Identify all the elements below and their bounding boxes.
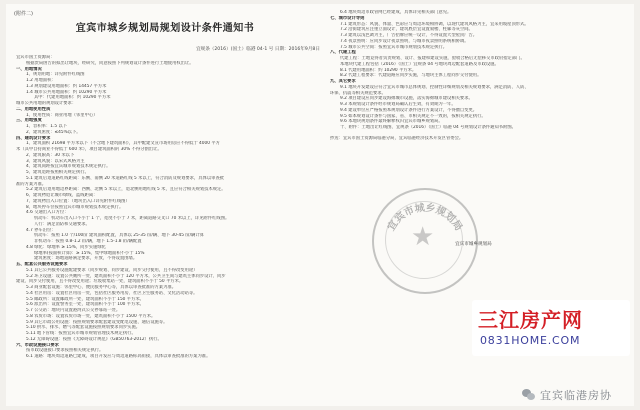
text-line: 9.3 本规划设计条件经市规划局确认后生效，有效期为一年。 xyxy=(340,102,456,107)
text-line: 7.1 建筑形态：风貌、体量、色彩应与周边环境相协调，以现代建筑风格为主，宜采用坡屋顶形式。 xyxy=(340,21,529,27)
document-number xyxy=(196,46,320,52)
section-heading: 三、用地强度 xyxy=(16,118,42,124)
text-line: 宜宾市国土资源局： xyxy=(16,55,55,60)
text-line: 2、建筑密度：≤45%以下。 xyxy=(26,129,81,135)
text-line: 5、建筑退距按照相关规定执行。 xyxy=(26,170,89,175)
text-line: 1、容积率：1.5 以下 xyxy=(26,124,68,129)
text-line: 5.4 社区用房：设置社区用房一处，包括社区服务用房、社区卫生服务站、文化活动站等。 xyxy=(26,290,198,296)
text-line: 准的方案为准。 xyxy=(16,181,47,187)
seal-star-icon: ★ xyxy=(411,222,435,252)
text-line: 非机动车：按照 0.8-1.2 ㎡/辆，地下 1.5-1.8 ㎡/辆配置 xyxy=(34,239,142,244)
text-line: 7.4 夜景照明：应同步设计夜景照明，与城市夜景照明系统相协调。 xyxy=(340,38,469,44)
text-line: 绿地率(按面积计算)：≥ 15%，集中绿地面积不小于 15% xyxy=(34,250,145,256)
text-line: 4、建筑间距按宜宾城市规划技术规定执行。 xyxy=(26,164,111,170)
text-line: 5.6 派出所：设置警务室一处，建筑面积不小于 100 平方米。 xyxy=(26,302,144,308)
text-line: 1.3 规划建设用地面积：约 14457 平方米 xyxy=(26,83,107,89)
text-line: 6.4 地块周边市政管网已经建成，具体详见相关部门意见。 xyxy=(340,10,452,15)
text-line: 8、地块停车位按照宜宾市城市规划技术规定执行。 xyxy=(26,204,124,210)
text-line: 5.12 无障碍设施：按照《无障碍设计规范》（GB50763-2012）执行。 xyxy=(26,336,162,342)
signatory: 宜宾市城乡规划局 xyxy=(455,242,492,247)
text-line: 城市公共用地的规划设计要求： xyxy=(16,101,77,106)
text-line: 7、建筑物出入口位置：（地块出入口详见附件红线图） xyxy=(26,198,130,204)
section-heading: 四、建筑设计要求 xyxy=(16,135,51,141)
text-line: 5.2 环卫设施：设置公共厕所一处，建筑面积不小于 120 平方米，公共卫生间与建筑主体同步设计、同步 xyxy=(26,273,226,279)
text-line: 米（其中自持商业不得低于 600 米），项目建筑面积的 30% 不得分割出让。 xyxy=(16,147,162,152)
text-line: 9.5 如本规划设计条件与国家、省、市相关规定不一致的，按相关规定执行。 xyxy=(340,113,486,119)
section-heading: 二、用地使用性质 xyxy=(16,106,51,112)
watermark-channel xyxy=(522,386,632,404)
text-line: 8.1 代建用地面积：约 10290 平方米。 xyxy=(340,67,417,73)
text-line: 9.4 建设单位应严格按照本规划设计条件进行方案设计，不得擅自变更。 xyxy=(340,107,478,113)
text-line: 4.6 交通出入口方位： xyxy=(26,210,69,216)
document-number-code: 宜规条（2016）(国土）临港 04-1 号 xyxy=(196,47,274,52)
text-line: 7.2 沿街建筑应注重立面设计，建筑底层宜设置骑楼、柱廊等灰空间。 xyxy=(340,27,473,33)
text-line: 1、建筑面积 21698 平方米以下（不含地下建筑面积），其中配建文宣市场用房应不得低于 4000 平方 xyxy=(26,141,220,147)
watermark-logo-url: 0831HOME.COM xyxy=(480,334,581,347)
section-heading: 一、用地情况 xyxy=(16,66,42,72)
text-line: 5.2 建筑后退用地边界距离：西侧、北侧 5 米以上，退北侧用地红线 5 米，且应符合相关规划技术规定。 xyxy=(26,187,226,193)
text-line: 7.5 城市公共空间：按照宜宾市城市规划技术规定执行。 xyxy=(340,44,448,50)
text-line: 5.5 邮政所：设置邮政所一处，建筑面积不小于 150 平方米。 xyxy=(26,296,144,302)
text-line: 1、使用性质：商业用地（邻里中心） xyxy=(26,112,98,118)
text-line: 1.4 城市公共用地面积：约 10290 平方米 xyxy=(26,89,107,95)
section-heading: 八、代建工程 xyxy=(330,50,356,56)
text-line: 按市政设施接口要求按照相关规定执行。 xyxy=(26,348,104,354)
text-line: 1、规划用地：详见附件红线图 xyxy=(26,72,85,78)
section-heading: 五、配套公共服务设施要求 xyxy=(16,262,68,267)
text-line: 6、建筑物退让城市绿线、蓝线距离： xyxy=(26,193,98,198)
text-line: 9.1 地块开发建设应符合宜宾市城市总体规划、控制性详细规划及相关规划要求，满足消防、人防、 xyxy=(340,84,529,90)
left-column-text xyxy=(16,55,316,360)
text-line: 3、建筑风貌：以宋式风格为主 xyxy=(26,158,85,164)
text-line: 5.7 公交站：地块内设置港湾式公交停靠站一处。 xyxy=(26,308,121,313)
section-heading: 六、市政设施接口要求 xyxy=(16,342,59,348)
document-date: 日期：2016年9月8日 xyxy=(274,47,320,52)
text-line: 建筑密度：场地道路满足要求，开放，不得设置围墙。 xyxy=(34,256,138,262)
text-line: 其中：代建用地面积：约 10290 平方米 xyxy=(34,95,111,101)
copy-to-line: 抄送：宜宾市国土资源局临港分局，宜宾临港经济技术开发区管委会。 xyxy=(330,135,464,141)
text-line: 建设、同步交付使用，且不得改变用途；垃圾收集站一处，建筑面积不小于 50 平方米。 xyxy=(16,279,184,285)
text-line: 5.3 商业配套设施：邻里中心、便民服务中心等，具体以审查批准的方案为准。 xyxy=(26,285,176,290)
text-line: 5.8 农贸市场：设置农贸市场一处，建筑面积不小于 1500 平方米。 xyxy=(26,313,156,319)
text-line: 本地块代建工程包括（2016）（国土）宜规条 04 号地块周边配套道路及市政设施。 xyxy=(340,61,499,67)
seal-text: 宜宾市城乡规划局 xyxy=(386,202,464,233)
wechat-icon xyxy=(522,389,536,401)
svg-text:宜宾市城乡规划局 xyxy=(384,201,465,233)
text-line: 5.11 地下管线：按照宜宾市城市规划管理技术规定执行。 xyxy=(26,331,136,336)
text-line: 环保、抗震等相关规范要求。 xyxy=(330,90,386,96)
text-line: 十、附件：土地出让红线图、宜规条（2016）（国土）临港 04 号规划设计条件通知书附图。 xyxy=(340,125,516,130)
text-line: 9.6 本地块规划条件最终解释权归宜宾市城乡规划局。 xyxy=(340,119,443,125)
section-heading: 七、城市设计导则 xyxy=(330,15,365,21)
text-line: 5.10 供水、排水、燃气等配套设施按照规划要求同步实施。 xyxy=(26,325,141,331)
text-line: 4.8 绿化：绿地率 ≥ 15%，同步实施绿化 xyxy=(26,244,106,250)
text-line: 8.2 代建工程要求：代建道路应同步实施，与地块主体工程同步交付使用。 xyxy=(340,73,482,79)
text-line: 人行：满足消防和交通要求。 xyxy=(34,221,90,227)
text-line: 5.9 其它市政公用设施：按照规划要求配套建设变配电设施、通信设施等。 xyxy=(26,319,168,325)
text-line: 5.1 建筑后退道路红线距离：东侧、南侧 20 米道路红线 5 米以上，符合消防及规划要求，具体以审查批 xyxy=(26,175,225,181)
text-line: 机动车：机动车出入口不小于 1 个，宽度不小于 7 米，距离道路交叉口 70 米以上，详见附件红线图。 xyxy=(34,216,230,221)
text-line: 机动车：按照 1.0 个/100㎡ 建筑面积配置，具体以 25-35 ㎡/辆、地下 30-45 ㎡/辆计算 xyxy=(34,233,204,239)
text-line: 6.1 道路：地块周边道路已建成，项目开发应与周边道路标高衔接，具体以审查批准的方案为准。 xyxy=(26,354,211,359)
text-line: 9.2 项目建设应同步建设海绵城市设施，落实海绵城市建设相关要求。 xyxy=(340,96,473,102)
section-heading: 九、其它要求 xyxy=(330,79,356,84)
text-line: 根据贵局函告的拟出让地块，经研究，同意按照下列规划设计条件进行土地使用权出让。 xyxy=(26,60,194,66)
watermark-logo xyxy=(472,300,630,356)
right-column-text xyxy=(330,10,628,142)
watermark-channel-text: 宜宾临港房协 xyxy=(540,389,612,402)
text-line: 4.7 停车泊位： xyxy=(26,227,56,233)
document-title: 宜宾市城乡规划局规划设计条件通知书 xyxy=(75,23,255,34)
text-line: 2、建筑限高：30 米以下 xyxy=(26,152,75,158)
watermark-logo-name: 三江房产网 xyxy=(478,308,583,332)
text-line: 代建工程：土地竞得者负责规划、设计、报建和建设实施，验收合格后无偿移交市政府指定部门。 xyxy=(340,56,525,61)
annex-label: (附件二) xyxy=(14,11,33,17)
text-line: 5.1 其它公共服务设施配建要求（同步规划、同步建设、同步交付使用，且不得改变用途） xyxy=(26,267,198,273)
text-line: 7.3 建筑以浅色调为主，广告招牌应统一设计，不得设置大型屋顶广告。 xyxy=(340,33,478,38)
text-line: 1.2 用地面积： xyxy=(26,78,56,83)
